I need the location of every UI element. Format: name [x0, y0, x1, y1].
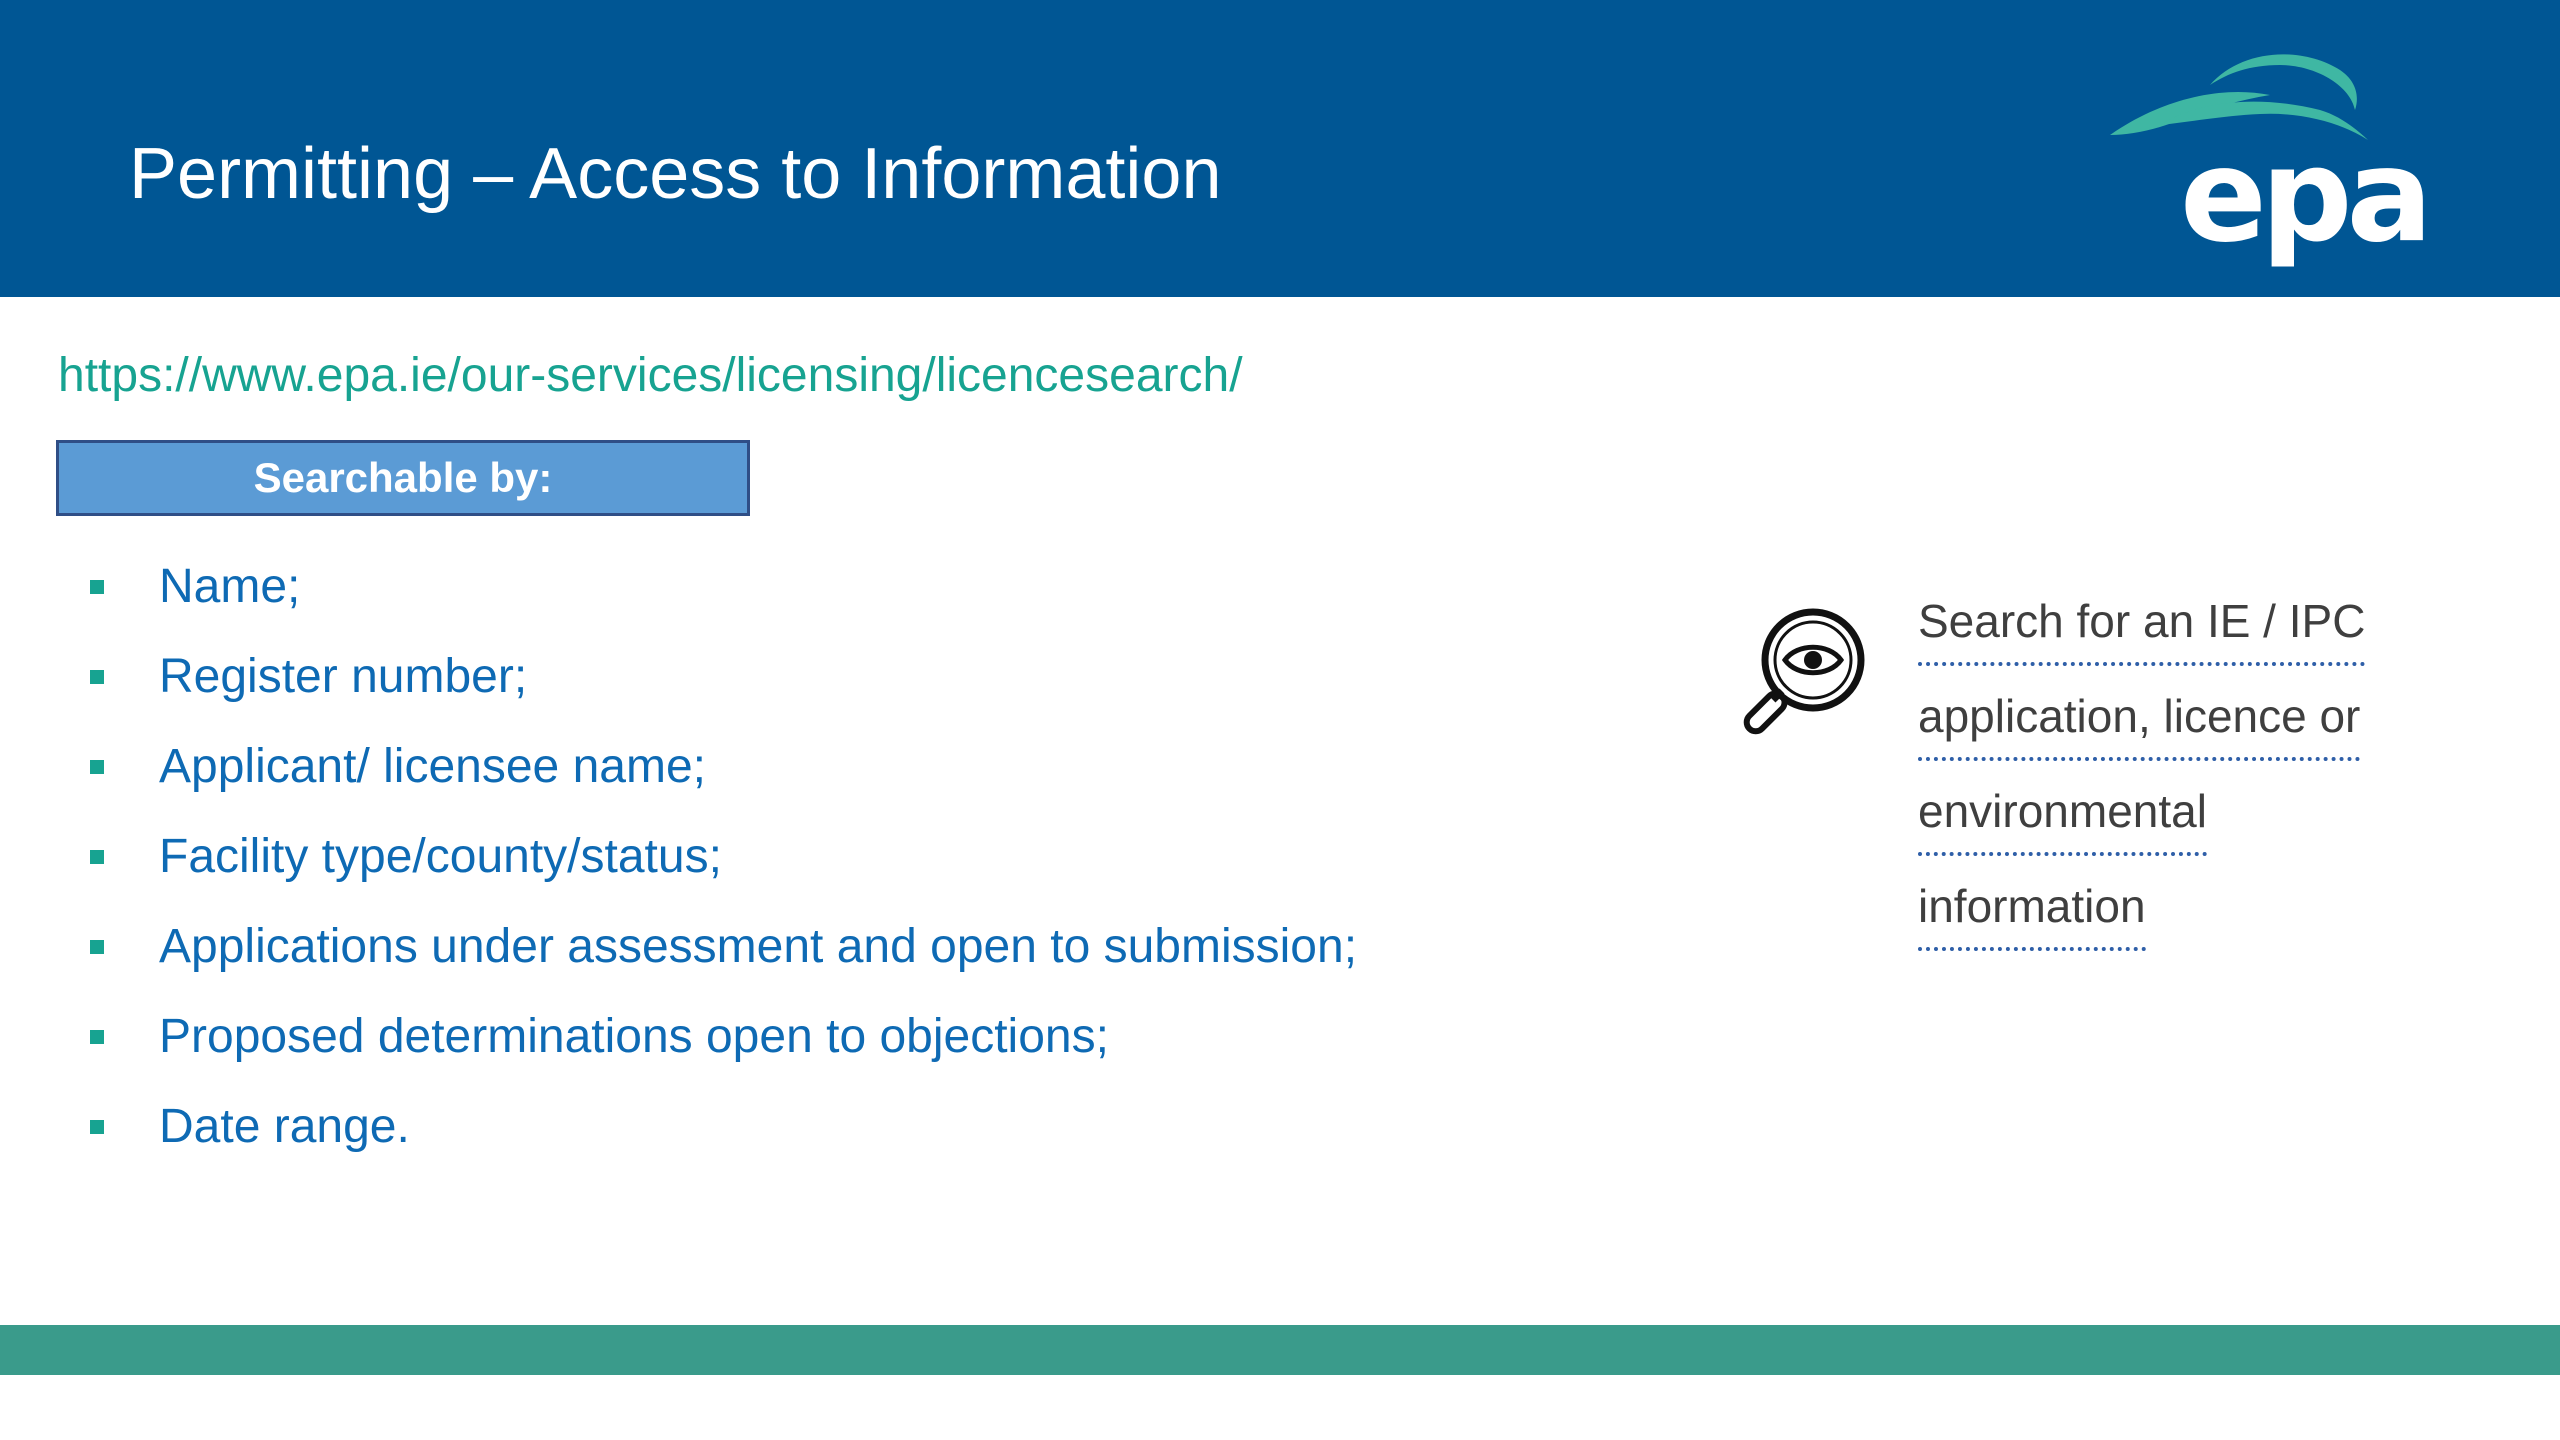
bullet-icon [90, 670, 104, 684]
link-line[interactable]: Search for an IE / IPC [1918, 590, 2365, 685]
searchable-by-heading: Searchable by: [56, 440, 750, 516]
page-title: Permitting – Access to Information [129, 134, 1222, 214]
header-bar [0, 0, 2560, 297]
list-item-label: Applications under assessment and open to submission; [159, 920, 1358, 973]
bullet-icon [90, 580, 104, 594]
link-line[interactable]: application, licence or [1918, 685, 2360, 780]
list-item-label: Applicant/ licensee name; [159, 740, 706, 793]
list-item [90, 822, 722, 892]
list-item [90, 1002, 1109, 1072]
magnifier-eye-icon [1725, 605, 1870, 750]
bullet-icon [90, 850, 104, 864]
list-item-label: Facility type/county/status; [159, 830, 722, 883]
bullet-icon [90, 760, 104, 774]
link-line[interactable]: information [1918, 875, 2146, 970]
list-item [90, 642, 527, 712]
list-item [90, 1092, 410, 1162]
logo-text: epa [2180, 122, 2427, 270]
bullet-icon [90, 1120, 104, 1134]
list-item [90, 732, 706, 802]
epa-logo [2100, 40, 2440, 270]
licence-search-url[interactable]: https://www.epa.ie/our-services/licensing/licencesearch/ [58, 349, 1243, 402]
list-item [90, 912, 1357, 982]
list-item-label: Register number; [159, 650, 528, 703]
bullet-icon [90, 940, 104, 954]
list-item-label: Proposed determinations open to objections; [159, 1010, 1109, 1063]
bullet-icon [90, 1030, 104, 1044]
list-item [90, 552, 300, 622]
footer-bar [0, 1325, 2560, 1375]
list-item-label: Date range. [159, 1100, 410, 1153]
link-line[interactable]: environmental [1918, 780, 2207, 875]
list-item-label: Name; [159, 560, 301, 613]
